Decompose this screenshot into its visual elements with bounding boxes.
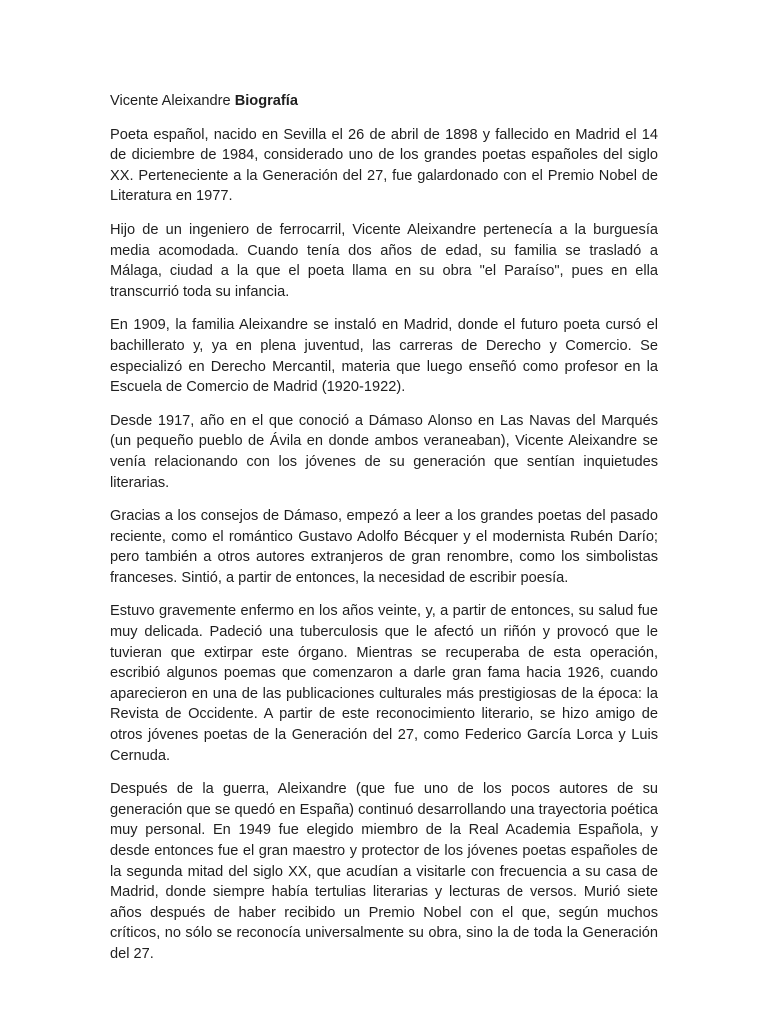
document-page xyxy=(110,91,658,978)
paragraph-7: Después de la guerra, Aleixandre (que fue uno de los pocos autores de su generación que se quedó en España) continuó desarrollando una trayectoria poética muy personal. En 1949 fue elegido miembro de la Real Academia Española, y desde entonces fue el gran maestro y protector de los jóvenes poetas españoles de la segunda mitad del siglo XX, que acudían a visitarle con frecuencia a su casa de Madrid, donde siempre había tertulias literarias y lecturas de versos. Murió siete años después de haber recibido un Premio Nobel con el que, según muchos críticos, no sólo se reconocía universalmente su obra, sino la de toda la Generación del 27. xyxy=(110,781,658,962)
paragraph-5: Gracias a los consejos de Dámaso, empezó a leer a los grandes poetas del pasado reciente, como el romántico Gustavo Adolfo Bécquer y el modernista Rubén Darío; pero también a otros autores extranjeros de gran renombre, como los simbolistas franceses. Sintió, a partir de entonces, la necesidad de escribir poesía. xyxy=(110,508,658,586)
paragraph-4: Desde 1917, año en el que conoció a Dámaso Alonso en Las Navas del Marqués (un pequeño pueblo de Ávila en donde ambos veraneaban), Vicente Aleixandre se venía relacionando con los jóvenes de su generación que sentían inquietudes literarias. xyxy=(110,412,658,491)
paragraph-2: Hijo de un ingeniero de ferrocarril, Vicente Aleixandre pertenecía a la burguesía media acomodada. Cuando tenía dos años de edad, su familia se trasladó a Málaga, ciudad a la que el poeta llama en su obra "el Paraíso", pues en ella transcurrió toda su infancia. xyxy=(110,221,658,300)
paragraph-3: En 1909, la familia Aleixandre se instaló en Madrid, donde el futuro poeta cursó el bachillerato y, ya en plena juventud, las carreras de Derecho y Comercio. Se especializó en Derecho Mercantil, materia que luego enseñó como profesor en la Escuela de Comercio de Madrid (1920-1922). xyxy=(110,317,658,396)
paragraph-1: Poeta español, nacido en Sevilla el 26 de abril de 1898 y fallecido en Madrid el 14 de diciembre de 1984, considerado uno de los grandes poetas españoles del siglo XX. Perteneciente a la Generación del 27, fue galardonado con el Premio Nobel de Literatura en 1977. xyxy=(110,126,658,205)
document-title xyxy=(110,91,658,112)
paragraph-6: Estuvo gravemente enfermo en los años veinte, y, a partir de entonces, su salud fue muy delicada. Padeció una tuberculosis que le afectó un riñón y provocó que le tuvieran que extirpar este órgano. Mientras se recuperaba de esta operación, escribió algunos poemas que comenzaron a darle gran fama hacia 1926, cuando aparecieron en una de las publicaciones culturales más prestigiosas de la época: la Revista de Occidente. A partir de este reconocimiento literario, se hizo amigo de otros jóvenes poetas de la Generación del 27, como Federico García Lorca y Luis Cernuda. xyxy=(110,603,658,764)
title-name: Vicente Aleixandre xyxy=(110,93,231,109)
title-bold: Biografía xyxy=(234,93,298,109)
